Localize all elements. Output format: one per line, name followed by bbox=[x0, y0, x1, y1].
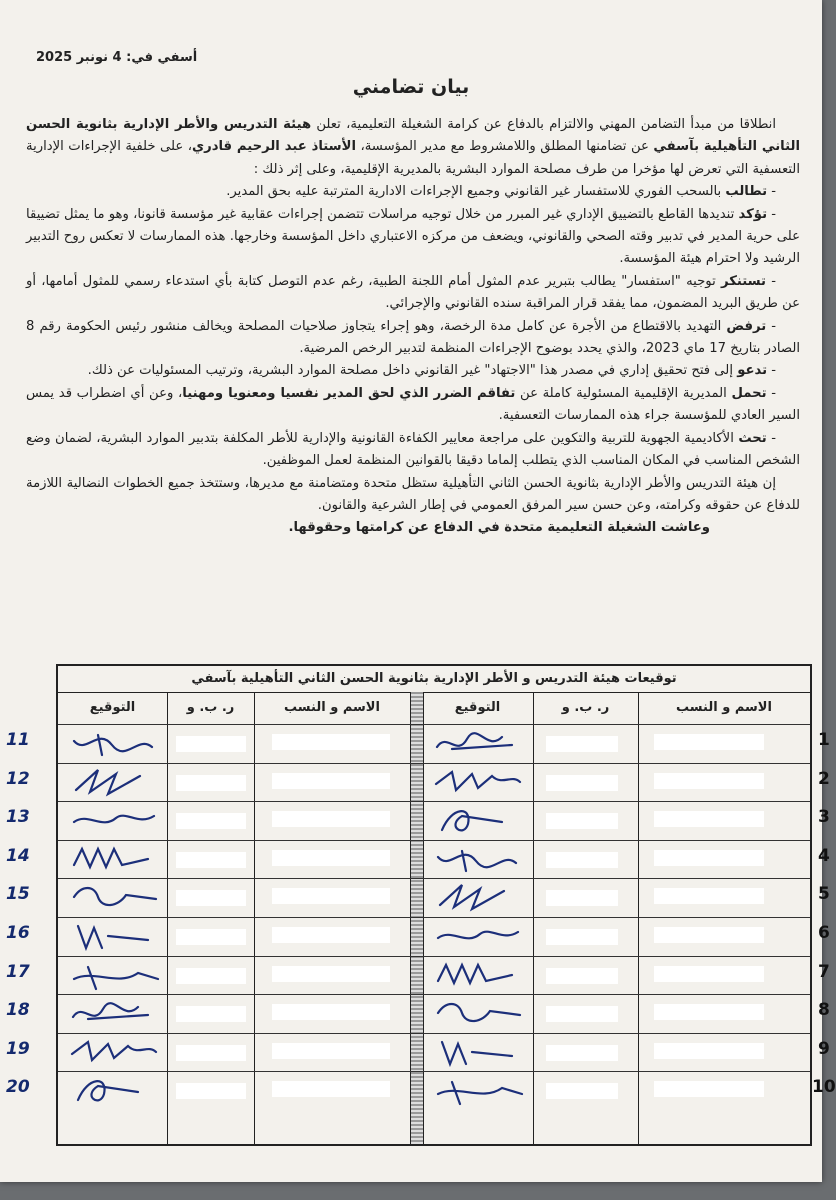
conclusion-paragraph: إن هيئة التدريس والأطر الإدارية بثانوية الحسن الثاني التأهيلية ستظل متحدة ومتضامنة مع مديرها، وستتخذ جميع الخطوات النضالية اللازمة للدفاع عن حقوقه وكرامته، وعن حسن سير المرفق العمومي في إطار الشرعية والقانون. bbox=[26, 475, 800, 513]
redacted-field bbox=[654, 850, 764, 866]
redacted-field bbox=[176, 1006, 246, 1022]
row-divider bbox=[58, 840, 810, 841]
redacted-field bbox=[272, 1043, 390, 1059]
point-verb: تحمل bbox=[731, 385, 767, 401]
redacted-field bbox=[176, 736, 246, 752]
redacted-field bbox=[272, 1081, 390, 1097]
point-text: الأكاديمية الجهوية للتربية والتكوين على مراجعة معايير الكفاءة القانونية والإدارية للأطر المكلفة بتدبير الموارد البشرية، لضمان وضع الشخص المناسب في المكان المناسب الذي يتطلب إلماما دقيقا بالقوانين المنظمة لعمل الموظفين. bbox=[26, 430, 800, 469]
redacted-field bbox=[654, 1081, 764, 1097]
row-divider bbox=[58, 763, 810, 764]
intro-text-3: ، على خلفية الإجراءات الإدارية التعسفية التي تعرض لها مؤخرا من طرف مصلحة الموارد البشرية بالمديرية الإقليمية، وعلى إثر ذلك : bbox=[26, 139, 800, 177]
point-lead: - bbox=[766, 430, 776, 446]
redacted-field bbox=[176, 775, 246, 791]
intro-bold-2: الأستاذ عبد الرحيم قادري bbox=[192, 139, 356, 155]
point-6 bbox=[26, 383, 800, 428]
signature-mark bbox=[430, 1036, 526, 1068]
row-number-left: 17 bbox=[6, 961, 30, 982]
redacted-field bbox=[176, 813, 246, 829]
row-divider bbox=[58, 956, 810, 957]
row-number-left: 11 bbox=[6, 730, 30, 750]
redacted-field bbox=[546, 775, 618, 791]
row-number-left: 13 bbox=[6, 807, 30, 828]
signature-mark bbox=[430, 881, 526, 913]
point-text: إلى فتح تحقيق إداري في مصدر هذا "الاجتهاد" غير القانوني داخل مصلحة الموارد البشرية، وترتيب المسئوليات عن ذلك. bbox=[87, 363, 738, 379]
redacted-field bbox=[654, 888, 764, 904]
redacted-field bbox=[546, 890, 618, 906]
row-divider bbox=[58, 878, 810, 879]
redacted-field bbox=[654, 811, 764, 827]
signature-mark bbox=[430, 843, 526, 875]
point-verb: تستنكر bbox=[720, 273, 766, 289]
redacted-field bbox=[654, 1043, 764, 1059]
row-number-left: 20 bbox=[6, 1077, 30, 1098]
signature-mark bbox=[430, 997, 526, 1029]
redacted-field bbox=[272, 811, 390, 827]
redacted-field bbox=[546, 852, 618, 868]
closing-line: وعاشت الشغيلة التعليمية متحدة في الدفاع عن كرامتها وحقوقها. bbox=[288, 520, 710, 536]
row-number-right: 6 bbox=[818, 923, 830, 943]
point-verb: تدعو bbox=[737, 363, 768, 379]
signature-mark bbox=[66, 766, 162, 798]
signature-mark bbox=[66, 727, 162, 759]
redacted-field bbox=[176, 968, 246, 984]
column-divider bbox=[533, 692, 534, 1144]
redacted-field bbox=[272, 888, 390, 904]
column-divider bbox=[638, 692, 639, 1144]
row-number-right: 3 bbox=[818, 807, 830, 828]
intro-text-2: عن تضامنها المطلق واللامشروط مع مدير المؤسسة، bbox=[356, 139, 654, 155]
point-2 bbox=[26, 204, 800, 271]
row-number-left: 14 bbox=[6, 845, 30, 866]
redacted-field bbox=[654, 1004, 764, 1020]
document-date: أسفي في: 4 نونبر 2025 bbox=[36, 50, 198, 65]
signature-mark bbox=[430, 727, 526, 759]
point-5 bbox=[26, 360, 800, 382]
point-4 bbox=[26, 316, 800, 361]
point-text: بالسحب الفوري للاستفسار غير القانوني وجميع الإجراءات الادارية المترتبة عليه بحق المدير. bbox=[226, 184, 726, 200]
signature-mark bbox=[66, 920, 162, 952]
point-lead: - bbox=[766, 273, 776, 289]
point-emphasis: تفاقم الضرر الذي لحق المدير نفسيا ومعنويا ومهنيا bbox=[182, 385, 516, 401]
redacted-field bbox=[546, 1006, 618, 1022]
signature-mark bbox=[66, 959, 162, 991]
redacted-field bbox=[272, 927, 390, 943]
point-lead: - bbox=[767, 206, 777, 222]
row-number-right: 2 bbox=[818, 768, 830, 789]
signature-mark bbox=[66, 997, 162, 1029]
redacted-field bbox=[272, 1004, 390, 1020]
row-divider bbox=[58, 917, 810, 918]
row-number-right: 1 bbox=[818, 730, 830, 750]
signature-mark bbox=[66, 804, 162, 836]
redacted-field bbox=[176, 890, 246, 906]
point-3 bbox=[26, 271, 800, 316]
intro-paragraph bbox=[26, 114, 800, 181]
header-id-right: ر. ب. و bbox=[561, 700, 610, 715]
signature-mark bbox=[66, 881, 162, 913]
redacted-field bbox=[272, 966, 390, 982]
redacted-field bbox=[654, 773, 764, 789]
row-divider bbox=[58, 801, 810, 802]
redacted-field bbox=[654, 966, 764, 982]
header-signature-right: التوقيع bbox=[454, 700, 501, 715]
signature-mark bbox=[430, 804, 526, 836]
row-number-right: 7 bbox=[818, 961, 830, 982]
row-number-right: 10 bbox=[812, 1077, 836, 1098]
redacted-field bbox=[546, 1083, 618, 1099]
row-number-left: 12 bbox=[6, 768, 30, 789]
intro-bold-1: هيئة التدريس والأطر الإدارية بثانوية الحسن الثاني التأهيلية بآسفي bbox=[26, 117, 800, 155]
redacted-field bbox=[176, 1083, 246, 1099]
redacted-field bbox=[654, 734, 764, 750]
point-lead: - bbox=[766, 385, 776, 401]
row-number-right: 5 bbox=[818, 884, 830, 905]
redacted-field bbox=[546, 929, 618, 945]
row-number-left: 19 bbox=[6, 1038, 30, 1059]
row-number-left: 15 bbox=[6, 884, 30, 905]
column-divider bbox=[167, 692, 168, 1144]
row-divider bbox=[58, 1033, 810, 1034]
row-number-right: 4 bbox=[818, 845, 830, 866]
row-number-right: 8 bbox=[818, 1000, 830, 1021]
point-text-2: ، وعن أي اضطراب قد يمس السير العادي للمؤسسة جراء هذه الممارسات التعسفية. bbox=[26, 385, 800, 424]
signature-table bbox=[56, 664, 812, 1146]
signature-mark bbox=[66, 1074, 162, 1106]
point-1 bbox=[26, 181, 800, 203]
row-number-left: 18 bbox=[6, 1000, 30, 1021]
point-text: توجيه "استفسار" يطالب بتبرير عدم المثول أمام اللجنة الطبية، رغم عدم التوصل كتابة بأي استدعاء رسمي للمثول أمامها، أو عن طريق البريد المضمون، مما يفقد قرار المراقبة سنده القانوني والإجرائي. bbox=[26, 273, 800, 312]
row-divider bbox=[58, 724, 810, 725]
redacted-field bbox=[176, 852, 246, 868]
header-name-left: الاسم و النسب bbox=[284, 700, 380, 715]
point-text: المديرية الإقليمية المسئولية كاملة عن bbox=[515, 385, 732, 401]
signature-mark bbox=[430, 766, 526, 798]
row-number-right: 9 bbox=[818, 1038, 830, 1059]
redacted-field bbox=[546, 968, 618, 984]
redacted-field bbox=[546, 736, 618, 752]
point-lead: - bbox=[767, 184, 776, 200]
redacted-field bbox=[272, 734, 390, 750]
point-verb: تحث bbox=[738, 430, 767, 446]
row-divider bbox=[58, 1071, 810, 1072]
redacted-field bbox=[546, 1045, 618, 1061]
document-title: بيان تضامني bbox=[352, 76, 470, 98]
point-verb: ترفض bbox=[726, 318, 767, 334]
signature-mark bbox=[66, 843, 162, 875]
point-lead: - bbox=[767, 363, 776, 379]
point-verb: تؤكد bbox=[738, 206, 768, 222]
intro-text-1: انطلاقا من مبدأ التضامن المهني والالتزام بالدفاع عن كرامة الشغيلة التعليمية، تعلن bbox=[311, 117, 776, 132]
redacted-field bbox=[546, 813, 618, 829]
point-lead: - bbox=[766, 318, 776, 334]
row-divider bbox=[58, 994, 810, 995]
point-text: تنديدها القاطع بالتضييق الإداري غير المبرر من خلال توجيه مراسلات تتضمن إجراءات عقابية غير مؤسسة قانونا، وهو ما يمثل تضييقا على حرية المدير في تدبير وقته الصحي والقانوني، ويضعف من مركزه الاعتباري داخل المؤسسة وخارجها. هذه الممارسات لا تعكس روح التدبير الرشيد ولا احترام هيئة المؤسسة. bbox=[26, 206, 800, 267]
signature-mark bbox=[430, 920, 526, 952]
point-verb: تطالب bbox=[725, 184, 768, 200]
redacted-field bbox=[176, 1045, 246, 1061]
redacted-field bbox=[272, 850, 390, 866]
statement-body bbox=[26, 114, 800, 540]
redacted-field bbox=[654, 927, 764, 943]
signature-mark bbox=[430, 959, 526, 991]
redacted-field bbox=[176, 929, 246, 945]
point-text: التهديد بالاقتطاع من الأجرة عن كامل مدة الرخصة، وهو إجراء يتجاوز صلاحيات المصلحة ويخالف منشور رئيس الحكومة رقم 8 الصادر بتاريخ 17 ماي 2023، والذي يحدد بوضوح الإجراءات المنظمة لتدبير الرخص المرضية. bbox=[26, 318, 800, 357]
signature-mark bbox=[430, 1074, 526, 1106]
redacted-field bbox=[272, 773, 390, 789]
point-7 bbox=[26, 428, 800, 473]
header-name-right: الاسم و النسب bbox=[676, 700, 772, 715]
header-signature-left: التوقيع bbox=[89, 700, 136, 715]
column-divider bbox=[254, 692, 255, 1144]
center-divider bbox=[410, 692, 424, 1144]
table-title: توقيعات هيئة التدريس و الأطر الإدارية بثانوية الحسن الثاني التأهيلية بآسفي bbox=[58, 666, 810, 693]
header-id-left: ر. ب. و bbox=[186, 700, 235, 715]
row-number-left: 16 bbox=[6, 923, 30, 943]
signature-mark bbox=[66, 1036, 162, 1068]
